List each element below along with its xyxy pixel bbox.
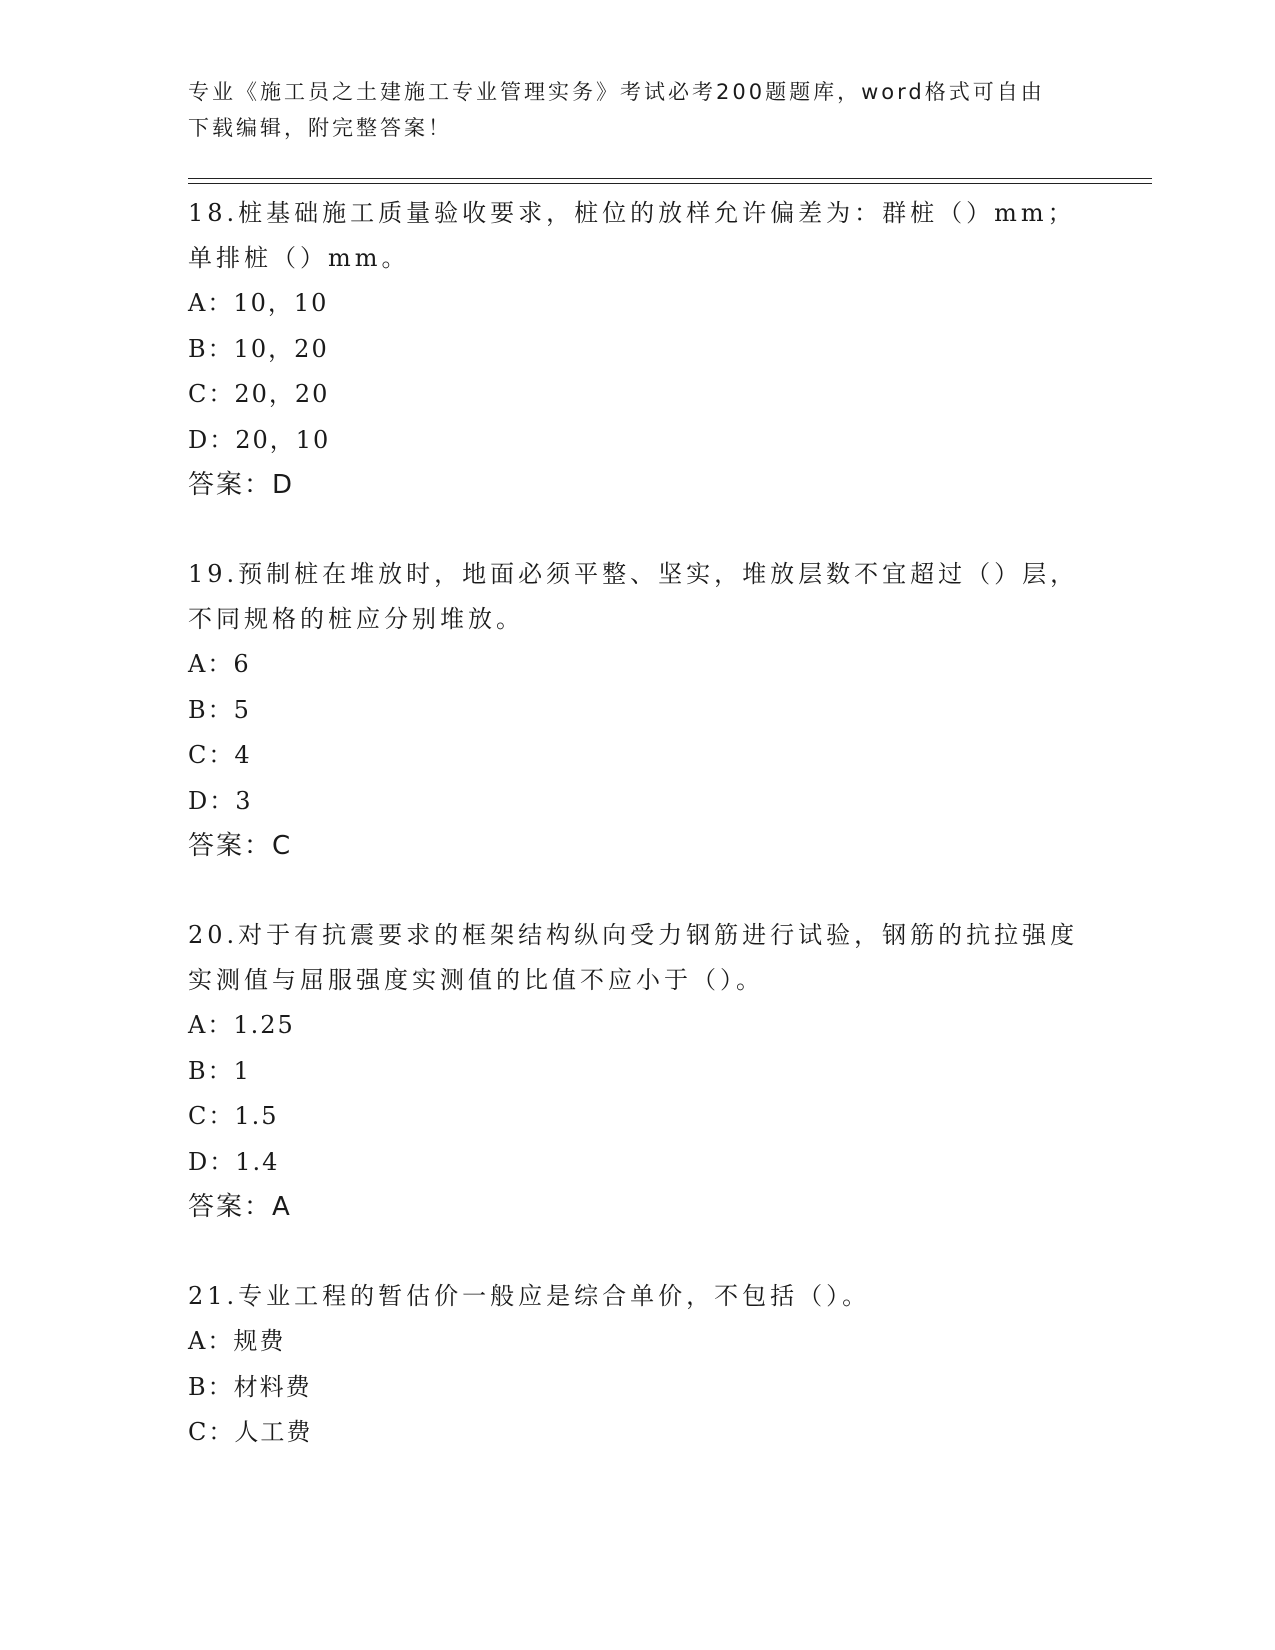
option-c: C：4 <box>188 741 252 769</box>
option-a: A：6 <box>188 650 251 678</box>
question-19 <box>188 552 1088 869</box>
option-d: D：20，10 <box>188 425 331 454</box>
answer: 答案：A <box>188 1192 292 1222</box>
answer: 答案：D <box>188 470 295 500</box>
question-18 <box>188 191 1088 508</box>
document-header: 专业《施工员之土建施工专业管理实务》考试必考200题题库，word格式可自由下载编辑，附完整答案！ <box>188 80 1045 140</box>
option-a: A：10，10 <box>188 289 329 317</box>
header-divider-bottom <box>188 183 1152 184</box>
question-text: 20.对于有抗震要求的框架结构纵向受力钢筋进行试验，钢筋的抗拉强度实测值与屈服强度实测值的比值不应小于（）。 <box>188 921 1079 994</box>
question-text: 18.桩基础施工质量验收要求，桩位的放样允许偏差为：群桩（）mm；单排桩（）mm。 <box>188 199 1076 272</box>
option-d: D：1.4 <box>188 1147 280 1176</box>
option-d: D：3 <box>188 786 253 815</box>
option-a: A：规费 <box>188 1327 286 1355</box>
option-c: C：1.5 <box>188 1102 279 1130</box>
option-b: B：10，20 <box>188 334 329 363</box>
option-b: B：材料费 <box>188 1372 312 1401</box>
option-c: C：人工费 <box>188 1418 313 1446</box>
option-b: B：5 <box>188 695 251 724</box>
option-a: A：1.25 <box>188 1011 295 1039</box>
question-text: 19.预制桩在堆放时，地面必须平整、坚实，堆放层数不宜超过（）层，不同规格的桩应分别堆放。 <box>188 560 1079 633</box>
question-list <box>188 191 1088 1500</box>
option-c: C：20，20 <box>188 380 330 408</box>
question-text: 21.专业工程的暂估价一般应是综合单价，不包括（）。 <box>188 1282 871 1310</box>
question-21 <box>188 1274 1088 1456</box>
answer: 答案：C <box>188 831 293 861</box>
question-20 <box>188 913 1088 1230</box>
header-divider-top <box>188 178 1152 179</box>
option-b: B：1 <box>188 1056 251 1085</box>
